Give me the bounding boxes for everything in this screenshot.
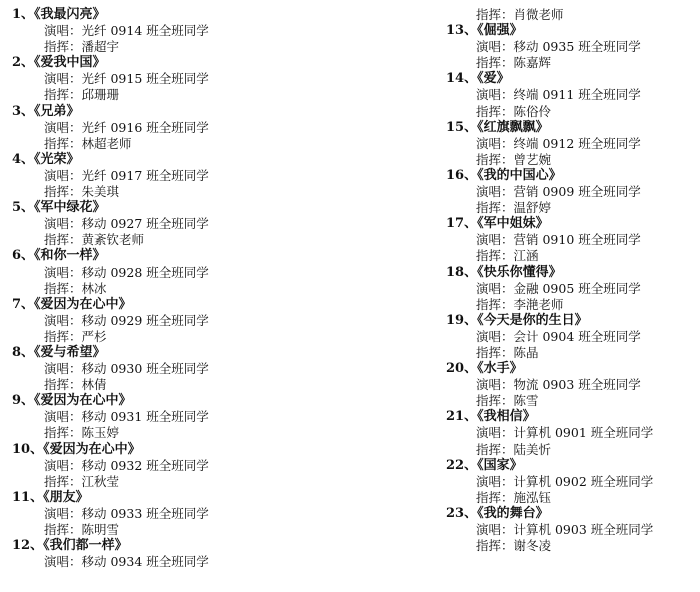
program-entry bbox=[12, 297, 312, 345]
entry-title: 2、《爱我中国》 bbox=[12, 55, 106, 71]
entry-title: 22、《国家》 bbox=[446, 457, 523, 473]
program-entry bbox=[446, 23, 696, 71]
entry-singer: 演唱：移动 0934 班全班同学 bbox=[44, 554, 209, 570]
entry-conductor: 指挥：邱珊珊 bbox=[44, 87, 120, 103]
entry-singer: 演唱：移动 0935 班全班同学 bbox=[476, 39, 641, 55]
entry-conductor: 指挥：陈明雪 bbox=[44, 522, 120, 537]
program-entry bbox=[446, 506, 696, 554]
entry-conductor: 指挥：曾艺婉 bbox=[476, 151, 552, 167]
program-entry bbox=[12, 345, 312, 393]
entry-singer: 演唱：移动 0932 班全班同学 bbox=[44, 457, 209, 473]
entry-conductor: 指挥：江秋莹 bbox=[44, 473, 120, 489]
entry-conductor: 指挥：陈雪 bbox=[476, 393, 539, 409]
entry-conductor: 指挥：朱美琪 bbox=[44, 184, 120, 200]
program-entry bbox=[12, 393, 312, 441]
entry-conductor: 指挥：林倩 bbox=[44, 377, 107, 393]
entry-conductor: 指挥：施泓钰 bbox=[476, 489, 552, 505]
entry-conductor: 指挥：林冰 bbox=[44, 280, 107, 296]
program-entry bbox=[12, 152, 312, 200]
program-list-right bbox=[446, 7, 696, 554]
program-entry bbox=[446, 265, 696, 313]
entry-singer: 演唱：金融 0905 班全班同学 bbox=[476, 280, 641, 296]
entry-title: 4、《光荣》 bbox=[12, 151, 80, 167]
entry-singer: 演唱：终端 0911 班全班同学 bbox=[476, 87, 641, 103]
program-entry bbox=[12, 104, 312, 152]
entry-conductor: 指挥：陆美忻 bbox=[476, 441, 552, 457]
entry-singer: 演唱：光纤 0915 班全班同学 bbox=[44, 71, 209, 87]
entry-title: 7、《爱因为在心中》 bbox=[12, 296, 132, 312]
entry-title: 20、《水手》 bbox=[446, 361, 523, 377]
entry-title: 18、《快乐你懂得》 bbox=[446, 264, 562, 280]
entry-title: 14、《爱》 bbox=[446, 71, 510, 87]
entry-title: 21、《我相信》 bbox=[446, 409, 536, 425]
entry-singer: 演唱：移动 0928 班全班同学 bbox=[44, 264, 209, 280]
entry-conductor: 指挥：黄紊钦老师 bbox=[44, 232, 145, 248]
entry-singer: 演唱：终端 0912 班全班同学 bbox=[476, 135, 641, 151]
entry-singer: 演唱：移动 0927 班全班同学 bbox=[44, 216, 209, 232]
entry-title: 6、《和你一样》 bbox=[12, 248, 106, 264]
entry-singer: 演唱：计算机 0902 班全班同学 bbox=[476, 473, 654, 489]
program-entry bbox=[12, 490, 312, 538]
entry-conductor: 指挥：严杉 bbox=[44, 328, 107, 344]
entry-singer: 演唱：营销 0910 班全班同学 bbox=[476, 232, 641, 248]
program-entry bbox=[12, 55, 312, 103]
entry-title: 17、《军中姐妹》 bbox=[446, 216, 549, 232]
program-entry bbox=[446, 168, 696, 216]
entry-conductor: 指挥：陈俗伶 bbox=[476, 103, 552, 119]
entry-title: 15、《红旗飘飘》 bbox=[446, 119, 549, 135]
entry-conductor: 指挥：潘超宇 bbox=[44, 39, 120, 55]
entry-title: 13、《倔强》 bbox=[446, 23, 523, 39]
program-entry bbox=[12, 7, 312, 55]
program-list-left bbox=[12, 7, 312, 570]
program-entry bbox=[446, 120, 696, 168]
entry-title: 3、《兄弟》 bbox=[12, 103, 80, 119]
entry-singer: 演唱：物流 0903 班全班同学 bbox=[476, 377, 641, 393]
entry-singer: 演唱：移动 0929 班全班同学 bbox=[44, 312, 209, 328]
entry-title: 5、《军中绿花》 bbox=[12, 200, 106, 216]
program-entry bbox=[12, 200, 312, 248]
program-entry bbox=[12, 442, 312, 490]
entry-title: 8、《爱与希望》 bbox=[12, 344, 106, 360]
entry-conductor: 指挥：陈晶 bbox=[476, 344, 539, 360]
entry-title: 12、《我们都一样》 bbox=[12, 538, 128, 554]
entry-title: 1、《我最闪亮》 bbox=[12, 7, 106, 22]
entry-title: 9、《爱因为在心中》 bbox=[12, 393, 132, 409]
entry-singer: 演唱：光纤 0914 班全班同学 bbox=[44, 23, 209, 39]
entry-conductor: 指挥：谢冬凌 bbox=[476, 538, 552, 554]
entry-singer: 演唱：营销 0909 班全班同学 bbox=[476, 184, 641, 200]
entry-conductor: 指挥：温舒婷 bbox=[476, 200, 552, 216]
entry-conductor: 指挥：陈嘉辉 bbox=[476, 55, 552, 71]
entry-conductor: 指挥：江涵 bbox=[476, 248, 539, 264]
entry-title: 16、《我的中国心》 bbox=[446, 167, 562, 183]
entry-title: 10、《爱因为在心中》 bbox=[12, 441, 141, 457]
entry-title: 19、《今天是你的生日》 bbox=[446, 312, 588, 328]
entry-conductor: 指挥：林超老师 bbox=[44, 135, 132, 151]
entry-conductor: 指挥：陈玉婷 bbox=[44, 425, 120, 441]
entry-singer: 演唱：计算机 0901 班全班同学 bbox=[476, 425, 654, 441]
program-entry bbox=[446, 313, 696, 361]
entry-title: 11、《朋友》 bbox=[12, 489, 89, 505]
program-entry bbox=[446, 409, 696, 457]
entry-singer: 演唱：移动 0933 班全班同学 bbox=[44, 505, 209, 521]
program-entry bbox=[446, 361, 696, 409]
entry-singer: 演唱：移动 0931 班全班同学 bbox=[44, 409, 209, 425]
entry-singer: 演唱：光纤 0917 班全班同学 bbox=[44, 167, 209, 183]
entry-title: 23、《我的舞台》 bbox=[446, 505, 549, 521]
entry-singer: 演唱：光纤 0916 班全班同学 bbox=[44, 119, 209, 135]
entry-singer: 演唱：计算机 0903 班全班同学 bbox=[476, 522, 654, 537]
program-entry bbox=[446, 71, 696, 119]
program-entry bbox=[446, 458, 696, 506]
entry-conductor: 指挥：肖微老师 bbox=[476, 7, 564, 22]
entry-singer: 演唱：会计 0904 班全班同学 bbox=[476, 328, 641, 344]
program-entry bbox=[446, 216, 696, 264]
program-entry bbox=[12, 248, 312, 296]
program-entry bbox=[12, 538, 312, 570]
entry-singer: 演唱：移动 0930 班全班同学 bbox=[44, 361, 209, 377]
entry-conductor: 指挥：李滟老师 bbox=[476, 296, 564, 312]
